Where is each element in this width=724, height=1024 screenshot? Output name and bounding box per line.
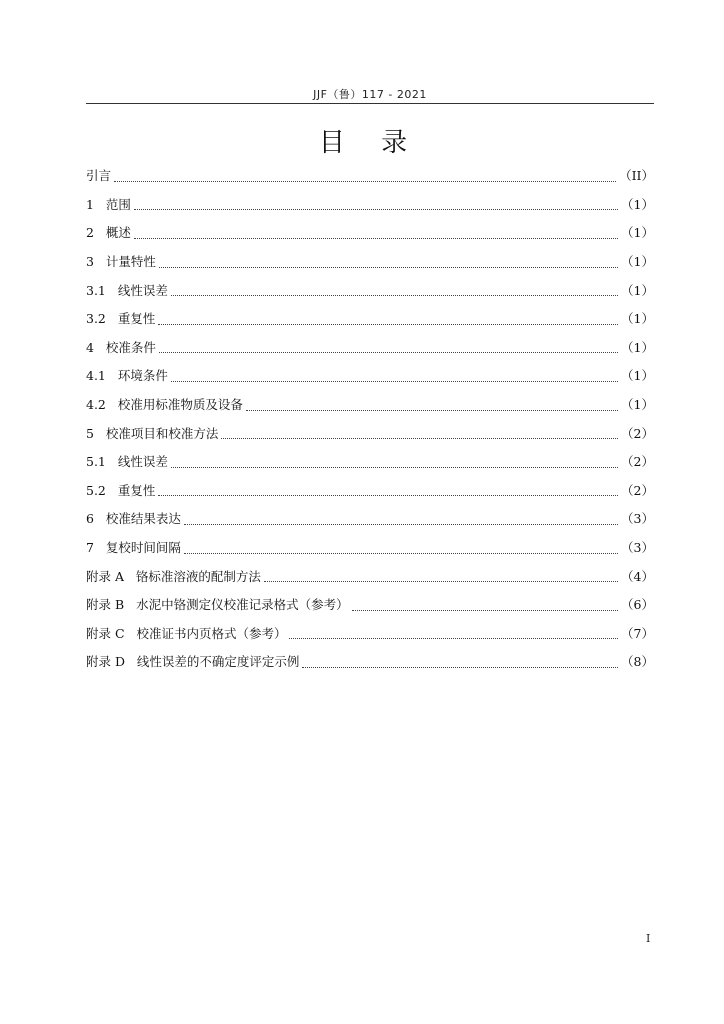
- toc-entry-label: 重复性: [117, 311, 156, 327]
- toc-leader-dots: [221, 438, 618, 439]
- toc-entry-page: （1）: [621, 339, 654, 355]
- toc-entry-page: （6）: [621, 597, 654, 613]
- toc-entry-5-1[interactable]: [86, 448, 654, 477]
- toc-entry-label: 校准结果表达: [105, 511, 181, 527]
- toc-leader-dots: [302, 667, 618, 668]
- toc-entry-number: 3.1: [86, 282, 118, 298]
- toc-entry-label: 引言: [86, 168, 112, 184]
- toc-entry-number: 5.1: [86, 454, 118, 470]
- toc-entry-introduction[interactable]: [86, 162, 654, 191]
- toc-entry-number: 6: [86, 511, 106, 527]
- toc-entry-number: 7: [86, 540, 106, 556]
- toc-leader-dots: [159, 267, 618, 268]
- toc-leader-dots: [134, 238, 618, 239]
- toc-entry-label: 环境条件: [117, 368, 168, 384]
- toc-leader-dots: [246, 410, 618, 411]
- toc-entry-page: （1）: [621, 368, 654, 384]
- toc-leader-dots: [171, 381, 618, 382]
- toc-entry-label: 范围: [105, 196, 131, 212]
- toc-entry-number: 5: [86, 425, 106, 441]
- toc-entry-label: 计量特性: [105, 254, 156, 270]
- toc-entry-7[interactable]: [86, 534, 654, 563]
- toc-leader-dots: [171, 295, 618, 296]
- toc-entry-page: （8）: [621, 654, 654, 670]
- toc-leader-dots: [158, 495, 618, 496]
- toc-entry-number: 附录 D: [86, 654, 137, 670]
- toc-entry-number: 3: [86, 254, 106, 270]
- toc-entry-page: （II）: [619, 168, 654, 184]
- toc-entry-page: （4）: [621, 568, 654, 584]
- toc-entry-number: 3.2: [86, 311, 118, 327]
- toc-entry-number: 附录 A: [86, 568, 136, 584]
- toc-entry-number: 4.2: [86, 397, 118, 413]
- toc-entry-number: 2: [86, 225, 106, 241]
- document-code-header: JJF（鲁）117 - 2021: [313, 88, 427, 101]
- toc-leader-dots: [184, 524, 618, 525]
- toc-entry-number: 附录 B: [86, 597, 137, 613]
- toc-entry-page: （2）: [621, 425, 654, 441]
- toc-entry-label: 铬标准溶液的配制方法: [135, 568, 261, 584]
- toc-leader-dots: [184, 553, 618, 554]
- toc-entry-appendix-b[interactable]: [86, 591, 654, 620]
- toc-leader-dots: [264, 581, 618, 582]
- toc-entry-label: 校准条件: [105, 339, 156, 355]
- toc-entry-number: 1: [86, 196, 106, 212]
- toc-entry-page: （1）: [621, 196, 654, 212]
- toc-entry-4-2[interactable]: [86, 391, 654, 420]
- toc-entry-number: 4: [86, 339, 106, 355]
- toc-entry-page: （3）: [621, 511, 654, 527]
- toc-leader-dots: [158, 324, 618, 325]
- toc-entry-1[interactable]: [86, 191, 654, 220]
- toc-entry-label: 概述: [105, 225, 131, 241]
- toc-entry-label: 复校时间间隔: [105, 540, 181, 556]
- toc-entry-3-1[interactable]: [86, 276, 654, 305]
- toc-entry-page: （1）: [621, 282, 654, 298]
- toc-entry-page: （3）: [621, 540, 654, 556]
- toc-entry-2[interactable]: [86, 219, 654, 248]
- toc-entry-5[interactable]: [86, 419, 654, 448]
- toc-leader-dots: [114, 181, 616, 182]
- toc-entry-page: （7）: [621, 625, 654, 641]
- toc-entry-page: （2）: [621, 482, 654, 498]
- toc-leader-dots: [159, 352, 618, 353]
- toc-leader-dots: [289, 638, 618, 639]
- toc-leader-dots: [134, 209, 618, 210]
- toc-entry-number: 4.1: [86, 368, 118, 384]
- toc-entry-4[interactable]: [86, 334, 654, 363]
- page-number: I: [646, 932, 651, 945]
- toc-leader-dots: [352, 610, 618, 611]
- toc-entry-label: 线性误差: [117, 282, 168, 298]
- toc-entry-number: 5.2: [86, 482, 118, 498]
- toc-entry-label: 校准用标准物质及设备: [117, 397, 243, 413]
- toc-entry-appendix-c[interactable]: [86, 620, 654, 649]
- toc-entry-page: （1）: [621, 311, 654, 327]
- toc-entry-page: （1）: [621, 397, 654, 413]
- toc-entry-page: （1）: [621, 225, 654, 241]
- page-title: 目 录: [318, 128, 422, 158]
- toc-entry-4-1[interactable]: [86, 362, 654, 391]
- toc-entry-label: 线性误差: [117, 454, 168, 470]
- table-of-contents: [86, 162, 654, 677]
- toc-entry-page: （1）: [621, 254, 654, 270]
- toc-entry-3-2[interactable]: [86, 305, 654, 334]
- header-divider: [86, 103, 654, 104]
- toc-entry-6[interactable]: [86, 505, 654, 534]
- toc-entry-label: 线性误差的不确定度评定示例: [136, 654, 300, 670]
- toc-entry-label: 水泥中铬测定仪校准记录格式（参考）: [136, 597, 349, 613]
- toc-entry-appendix-d[interactable]: [86, 648, 654, 677]
- toc-entry-appendix-a[interactable]: [86, 562, 654, 591]
- toc-entry-page: （2）: [621, 454, 654, 470]
- toc-entry-label: 校准证书内页格式（参考）: [136, 625, 287, 641]
- toc-entry-label: 重复性: [117, 482, 156, 498]
- toc-entry-3[interactable]: [86, 248, 654, 277]
- toc-entry-label: 校准项目和校准方法: [105, 425, 219, 441]
- toc-entry-5-2[interactable]: [86, 477, 654, 506]
- toc-leader-dots: [171, 467, 618, 468]
- toc-entry-number: 附录 C: [86, 625, 137, 641]
